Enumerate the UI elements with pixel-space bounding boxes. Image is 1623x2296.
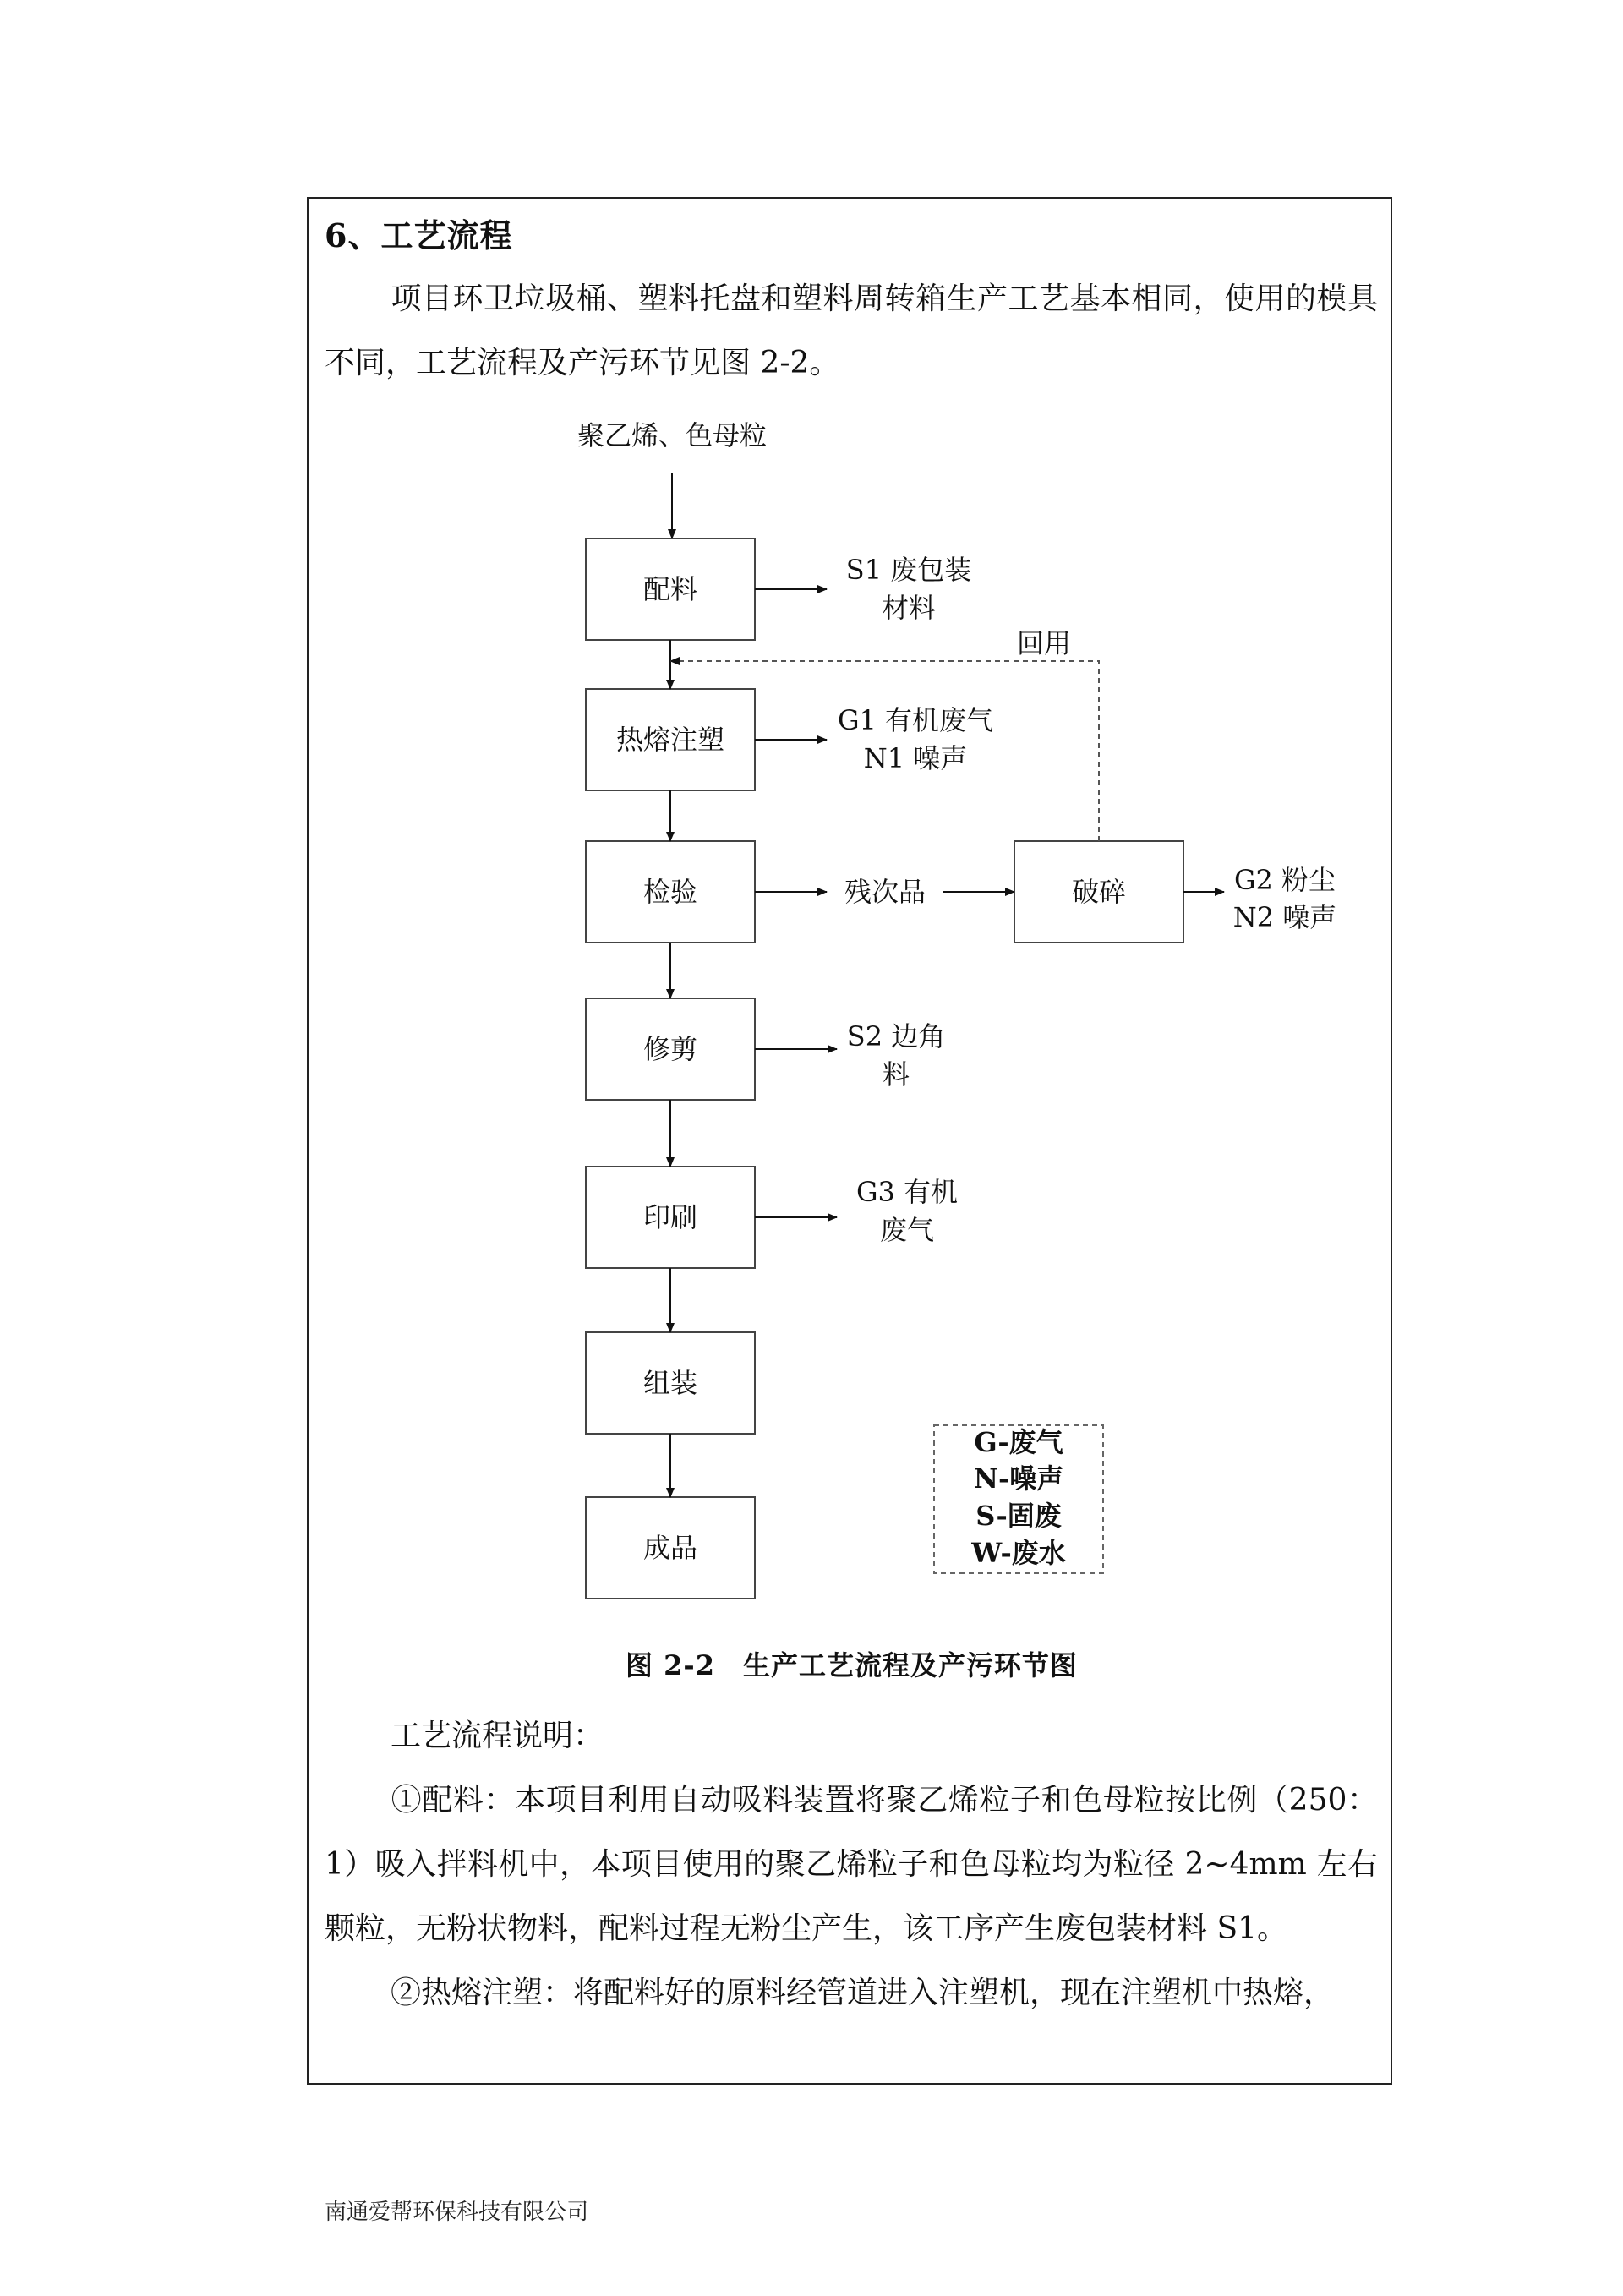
output-s1-line1: S1 废包装 [845, 554, 972, 586]
step-box-chengpin [586, 1497, 755, 1599]
legend-item: W-废水 [971, 1537, 1066, 1569]
input-label: 聚乙烯、色母粒 [577, 419, 768, 451]
description-text-1: ①配料：本项目利用自动吸料装置将聚乙烯粒子和色母粒按比例（250：1）吸入拌料机中，本项目使用的聚乙烯粒子和色母粒均为粒径 2~4mm 左右颗粒，无粉状物料，配料过程无粉尘产生，该工序产生废包装材料 S1。 [325, 1783, 1378, 1946]
step-label: 检验 [642, 876, 698, 908]
crush-label: 破碎 [1071, 876, 1127, 908]
legend-item: S-固废 [975, 1500, 1062, 1532]
description-paragraph-2 [325, 1961, 1378, 2025]
step-label: 热熔注塑 [615, 724, 725, 756]
step-label: 配料 [642, 573, 698, 605]
output-g3-line1: G3 有机 [855, 1176, 959, 1208]
step-box-xiujian [586, 998, 755, 1100]
step-box-jianyan [586, 841, 755, 943]
legend-box [934, 1425, 1103, 1573]
output-g1-line2: N1 噪声 [863, 742, 968, 774]
output-g1-line1: G1 有机废气 [837, 704, 994, 736]
step-label: 印刷 [642, 1201, 698, 1233]
description-paragraph-1 [325, 1768, 1378, 1961]
step-label: 成品 [642, 1532, 698, 1564]
output-s2-line1: S2 边角 [846, 1020, 946, 1052]
output-g2-line1: G2 粉尘 [1233, 864, 1336, 896]
step-label: 组装 [642, 1367, 698, 1399]
step-box-peiliao [586, 538, 755, 640]
reuse-label: 回用 [1016, 627, 1072, 659]
step-label: 修剪 [642, 1033, 698, 1065]
description-heading: 工艺流程说明： [391, 1719, 604, 1753]
step-box-yinshua [586, 1167, 755, 1268]
step-box-zuzhuang [586, 1332, 755, 1434]
intro-text: 项目环卫垃圾桶、塑料托盘和塑料周转箱生产工艺基本相同，使用的模具不同，工艺流程及产污环节见图 2-2。 [325, 282, 1378, 380]
description-heading-row [325, 1704, 1378, 1768]
section-title: 6、工艺流程 [325, 216, 513, 254]
output-s2-line2: 料 [882, 1058, 910, 1091]
output-g2-line2: N2 噪声 [1232, 901, 1337, 933]
output-defect: 残次品 [844, 876, 926, 908]
output-s1-line2: 材料 [881, 592, 937, 624]
legend-item: G-废气 [974, 1426, 1063, 1458]
description-text-2: ②热熔注塑：将配料好的原料经管道进入注塑机，现在注塑机中热熔， [391, 1976, 1335, 2010]
step-box-rerong [586, 689, 755, 790]
output-g3-line2: 废气 [879, 1214, 935, 1246]
legend-item: N-噪声 [973, 1462, 1064, 1495]
figure-caption: 图 2-2 生产工艺流程及产污环节图 [626, 1649, 1078, 1681]
company-footer: 南通爱帮环保科技有限公司 [325, 2200, 589, 2225]
crush-box [1014, 841, 1183, 943]
